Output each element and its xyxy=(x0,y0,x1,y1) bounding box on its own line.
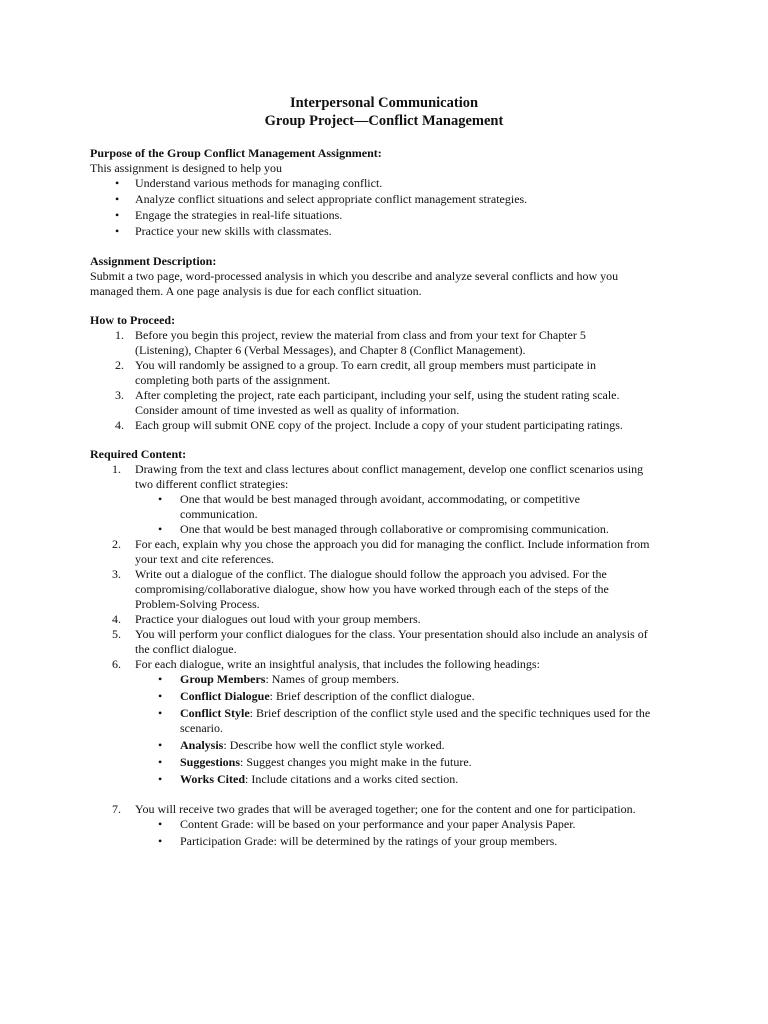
required-heading: Required Content: xyxy=(90,447,187,461)
strategy-bullet: • One that would be best managed through avoidant, accommodating, or competitive communication. xyxy=(158,492,580,521)
purpose-heading: Purpose of the Group Conflict Management Assignment: xyxy=(90,146,382,160)
required-item: 6. For each dialogue, write an insightful analysis, that includes the following headings: xyxy=(112,657,540,671)
proceed-item: 4. Each group will submit ONE copy of the project. Include a copy of your student participating ratings. xyxy=(115,418,623,432)
analysis-heading-bullet: • Analysis: Describe how well the conflict style worked. xyxy=(158,738,445,752)
required-item: 5. You will perform your conflict dialogues for the class. Your presentation should also include an analysis of the conflict dialogue. xyxy=(112,627,648,656)
grade-bullet: • Content Grade: will be based on your performance and your paper Analysis Paper. xyxy=(158,817,576,831)
required-item: 3. Write out a dialogue of the conflict. The dialogue should follow the approach you advised. For the compromising/collaborative dialogue, show how you have worked through each of the steps of the Problem-Solving Process. xyxy=(112,567,609,611)
analysis-heading-bullet: • Conflict Dialogue: Brief description of the conflict dialogue. xyxy=(158,689,475,703)
purpose-bullet: • Practice your new skills with classmates. xyxy=(115,224,332,238)
purpose-bullet: • Understand various methods for managing conflict. xyxy=(115,176,383,190)
required-item: 2. For each, explain why you chose the approach you did for managing the conflict. Include information from your text and cite references. xyxy=(112,537,650,566)
purpose-bullet: • Analyze conflict situations and select appropriate conflict management strategies. xyxy=(115,192,528,206)
required-item: 7. You will receive two grades that will be averaged together; one for the content and one for participation. xyxy=(112,802,636,816)
grade-bullet: • Participation Grade: will be determined by the ratings of your group members. xyxy=(158,834,558,848)
description-line: Submit a two page, word-processed analysis in which you describe and analyze several conflicts and how you xyxy=(90,269,619,283)
strategy-bullet: • One that would be best managed through collaborative or compromising communication. xyxy=(158,522,609,536)
document-title: Interpersonal Communication xyxy=(289,95,479,111)
proceed-item: 2. You will randomly be assigned to a group. To earn credit, all group members must participate in completing both parts of the assignment. xyxy=(115,358,596,387)
proceed-item: 1. Before you begin this project, review the material from class and from your text for Chapter 5 (Listening), Chapter 6 (Verbal Messages), and Chapter 8 (Conflict Management). xyxy=(115,328,586,357)
document-body xyxy=(90,146,690,851)
analysis-heading-bullet: • Group Members: Names of group members. xyxy=(158,672,400,686)
required-item: 4. Practice your dialogues out loud with your group members. xyxy=(112,612,421,626)
purpose-bullet: • Engage the strategies in real-life situations. xyxy=(115,208,343,222)
description-line: managed them. A one page analysis is due for each conflict situation. xyxy=(90,284,422,298)
analysis-heading-bullet: • Conflict Style: Brief description of the conflict style used and the specific techniques used for the scenario. xyxy=(158,706,651,735)
purpose-intro: This assignment is designed to help you xyxy=(90,161,282,175)
description-heading: Assignment Description: xyxy=(90,254,217,268)
document-subtitle: Group Project—Conflict Management xyxy=(264,113,504,129)
analysis-heading-bullet: • Suggestions: Suggest changes you might make in the future. xyxy=(158,755,472,769)
proceed-heading: How to Proceed: xyxy=(90,313,176,327)
proceed-item: 3. After completing the project, rate each participant, including your self, using the student rating scale. Consider amount of time invested as well as quality of information. xyxy=(115,388,620,417)
required-item: 1. Drawing from the text and class lectures about conflict management, develop one conflict scenarios using two different conflict strategies: xyxy=(112,462,644,491)
analysis-heading-bullet: • Works Cited: Include citations and a works cited section. xyxy=(158,772,459,786)
